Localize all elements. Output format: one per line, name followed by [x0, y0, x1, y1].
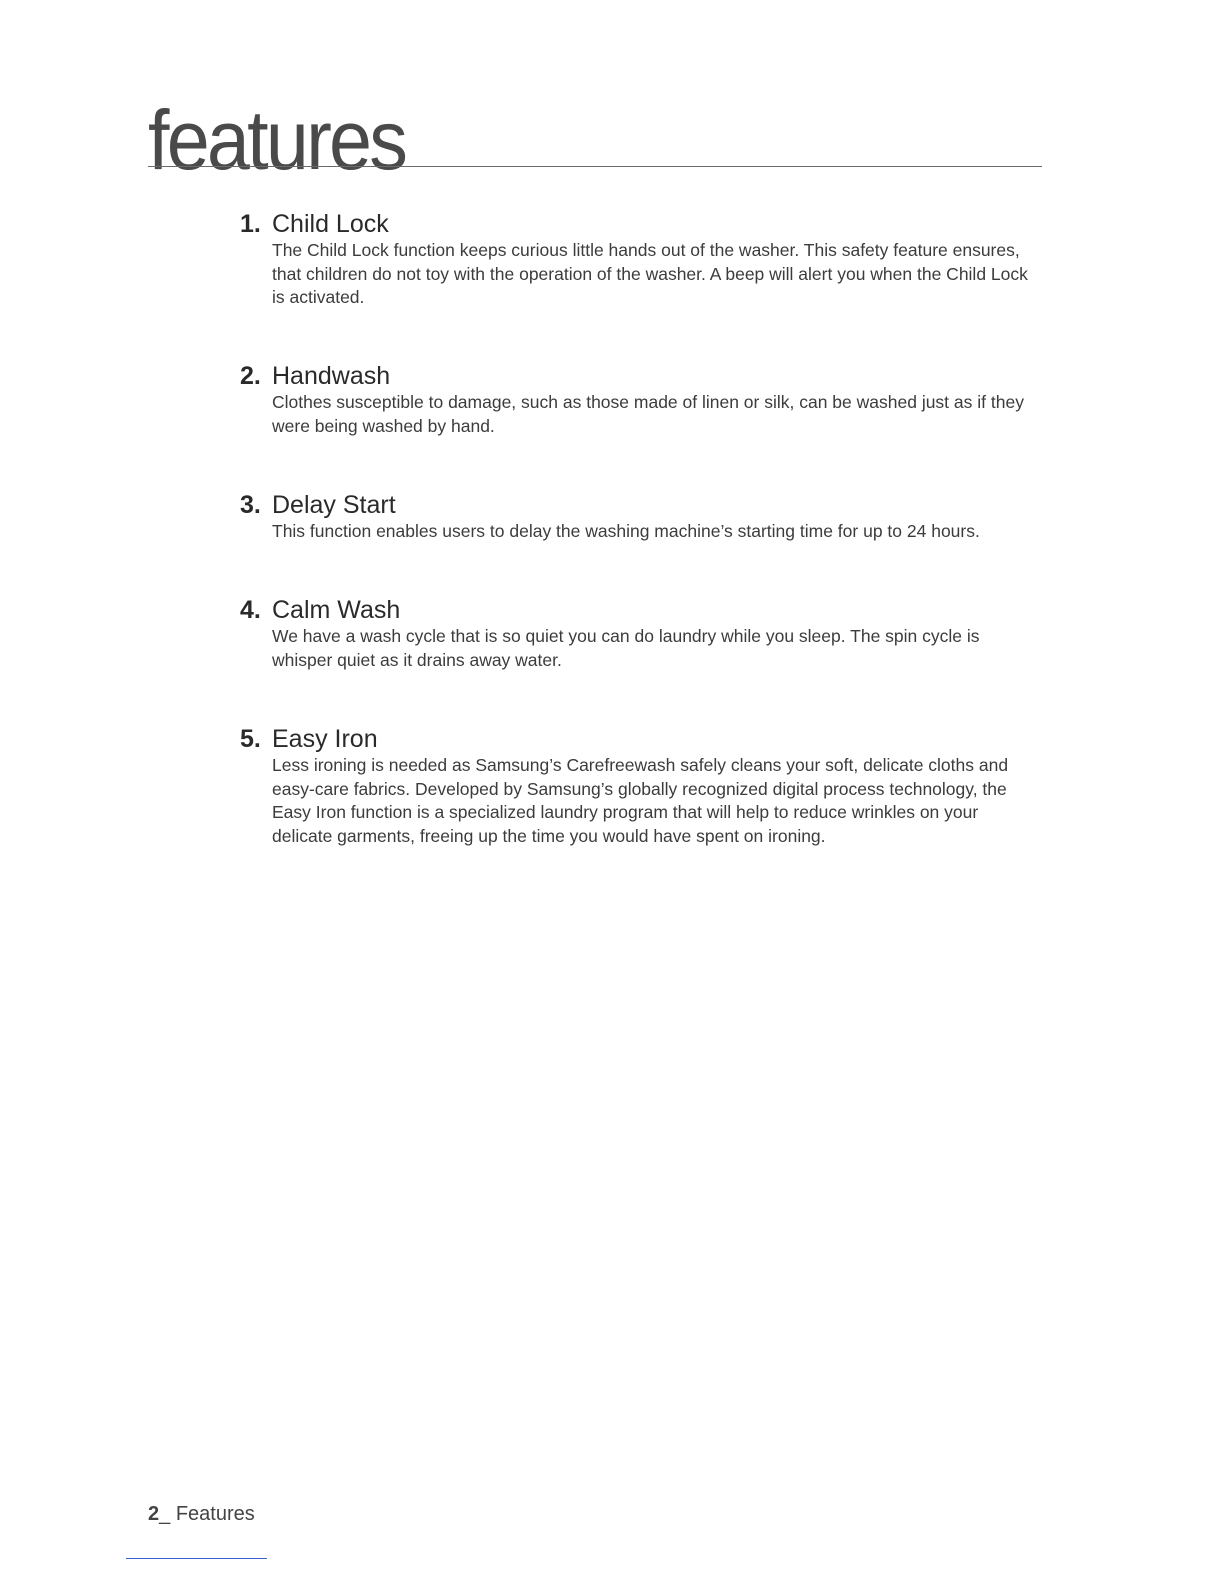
feature-number: 1. [240, 210, 261, 238]
feature-number: 2. [240, 362, 261, 390]
feature-heading [240, 491, 1040, 519]
feature-handwash [240, 362, 1040, 438]
feature-title: Child Lock [272, 210, 389, 238]
footer-page-number: 2 [148, 1503, 160, 1525]
title-divider [148, 166, 1042, 167]
feature-calm-wash [240, 596, 1040, 672]
feature-heading [240, 596, 1040, 624]
page-footer [148, 1503, 255, 1526]
footer-section: Features [175, 1503, 255, 1525]
feature-description: This function enables users to delay the washing machine’s starting time for up to 24 hours. [272, 521, 980, 541]
footer-rule [126, 1558, 267, 1559]
feature-description: Clothes susceptible to damage, such as those made of linen or silk, can be washed just as if they were being washed by hand. [272, 392, 1024, 436]
feature-easy-iron [240, 725, 1040, 848]
feature-delay-start [240, 491, 1040, 544]
feature-description: We have a wash cycle that is so quiet you can do laundry while you sleep. The spin cycle is whisper quiet as it drains away water. [272, 626, 980, 670]
feature-heading [240, 362, 1040, 390]
feature-heading [240, 210, 1040, 238]
feature-title: Calm Wash [272, 596, 401, 624]
feature-description: The Child Lock function keeps curious little hands out of the washer. This safety feature ensures, that children do not toy with the operation of the washer. A beep will alert you when the Child Lock is activated. [272, 240, 1028, 307]
feature-title: Easy Iron [272, 725, 378, 753]
feature-number: 5. [240, 725, 261, 753]
page-title: features [148, 93, 406, 187]
feature-title: Delay Start [272, 491, 396, 519]
feature-description: Less ironing is needed as Samsung’s Carefreewash safely cleans your soft, delicate cloths and easy-care fabrics. Developed by Samsung’s globally recognized digital process technology, the Easy Iron function is a specialized laundry program that will help to reduce wrinkles on your delicate garments, freeing up the time you would have spent on ironing. [272, 755, 1009, 846]
feature-number: 4. [240, 596, 261, 624]
feature-child-lock [240, 210, 1040, 310]
feature-heading [240, 725, 1040, 753]
feature-title: Handwash [272, 362, 391, 390]
footer-separator: _ [159, 1503, 176, 1525]
feature-number: 3. [240, 491, 261, 519]
